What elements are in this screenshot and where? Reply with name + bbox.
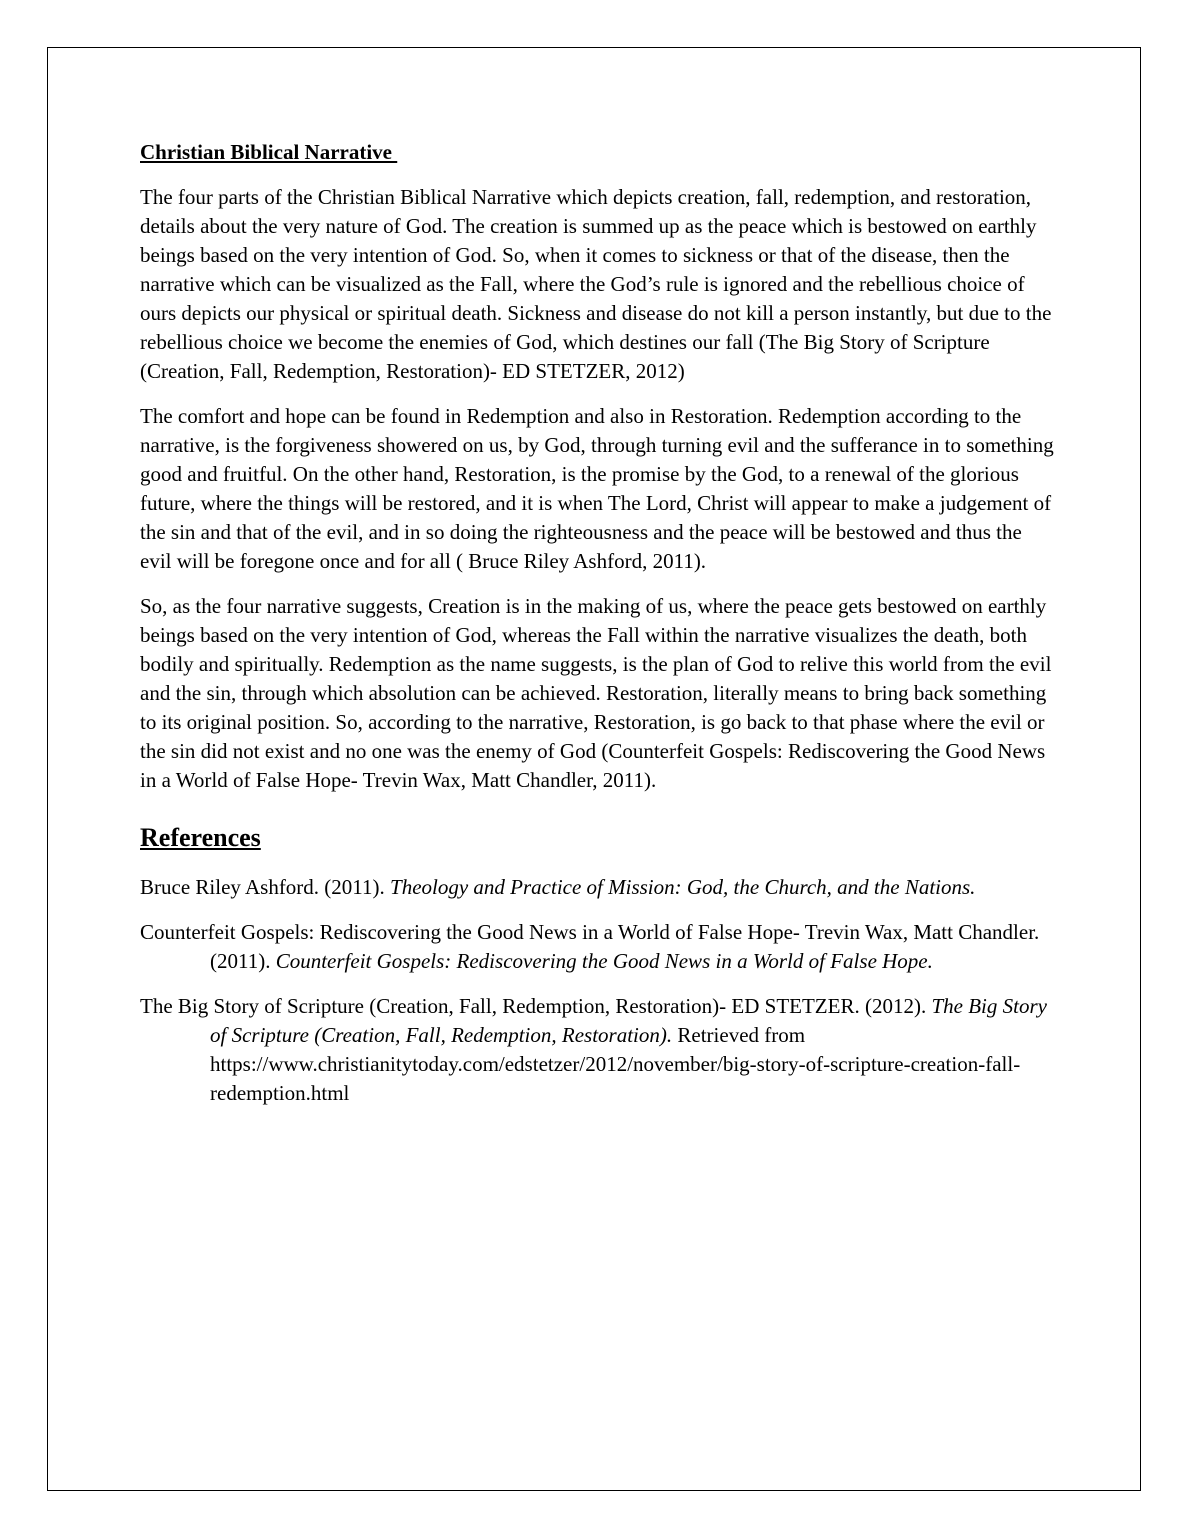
reference-item-counterfeit-gospels (140, 918, 1058, 976)
document-title: Christian Biblical Narrative (140, 140, 398, 164)
document-body (140, 138, 1058, 1124)
references-heading: References (140, 823, 261, 852)
reference-item-big-story (140, 992, 1058, 1108)
reference-lead: The Big Story of Scripture (Creation, Fall, Redemption, Restoration)- ED STETZER. (2012). (140, 994, 932, 1018)
reference-item-ashford (140, 873, 1058, 902)
reference-title: The Big Story of Scripture (Creation, Fall, Redemption, Restoration). (210, 994, 1047, 1047)
paragraph-redemption-restoration: The comfort and hope can be found in Redemption and also in Restoration. Redemption according to the narrative, is the forgiveness showered on us, by God, through turning evil and the sufferance in to something good and fruitful. On the other hand, Restoration, is the promise by the God, to a renewal of the glorious future, where the things will be restored, and it is when The Lord, Christ will appear to make a judgement of the sin and that of the evil, and in so doing the righteousness and the peace will be bestowed and thus the evil will be foregone once and for all ( Bruce Riley Ashford, 2011). (140, 404, 1054, 573)
reference-title: Counterfeit Gospels: Rediscovering the Good News in a World of False Hope. (275, 949, 933, 973)
reference-title: Theology and Practice of Mission: God, the Church, and the Nations. (390, 875, 976, 899)
paragraph-creation-fall: The four parts of the Christian Biblical Narrative which depicts creation, fall, redemption, and restoration, details about the very nature of God. The creation is summed up as the peace which is bestowed on earthly beings based on the very intention of God. So, when it comes to sickness or that of the disease, then the narrative which can be visualized as the Fall, where the God’s rule is ignored and the rebellious choice of ours depicts our physical or spiritual death. Sickness and disease do not kill a person instantly, but due to the rebellious choice we become the enemies of God, which destines our fall (The Big Story of Scripture (Creation, Fall, Redemption, Restoration)- ED STETZER, 2012) (140, 185, 1052, 383)
reference-lead: Bruce Riley Ashford. (2011). (140, 875, 391, 899)
reference-lead: Counterfeit Gospels: Rediscovering the Good News in a World of False Hope- Trevin Wax, Matt Chandler. (2011). (140, 920, 1040, 973)
paragraph-summary: So, as the four narrative suggests, Creation is in the making of us, where the peace gets bestowed on earthly beings based on the very intention of God, whereas the Fall within the narrative visualizes the death, both bodily and spiritually. Redemption as the name suggests, is the plan of God to relive this world from the evil and the sin, through which absolution can be achieved. Restoration, literally means to bring back something to its original position. So, according to the narrative, Restoration, is go back to that phase where the evil or the sin did not exist and no one was the enemy of God (Counterfeit Gospels: Rediscovering the Good News in a World of False Hope- Trevin Wax, Matt Chandler, 2011). (140, 594, 1052, 792)
reference-tail: Retrieved from https://www.christianitytoday.com/edstetzer/2012/november/big-story-of-scripture-creation-fall-redemption.html (210, 1023, 1021, 1105)
